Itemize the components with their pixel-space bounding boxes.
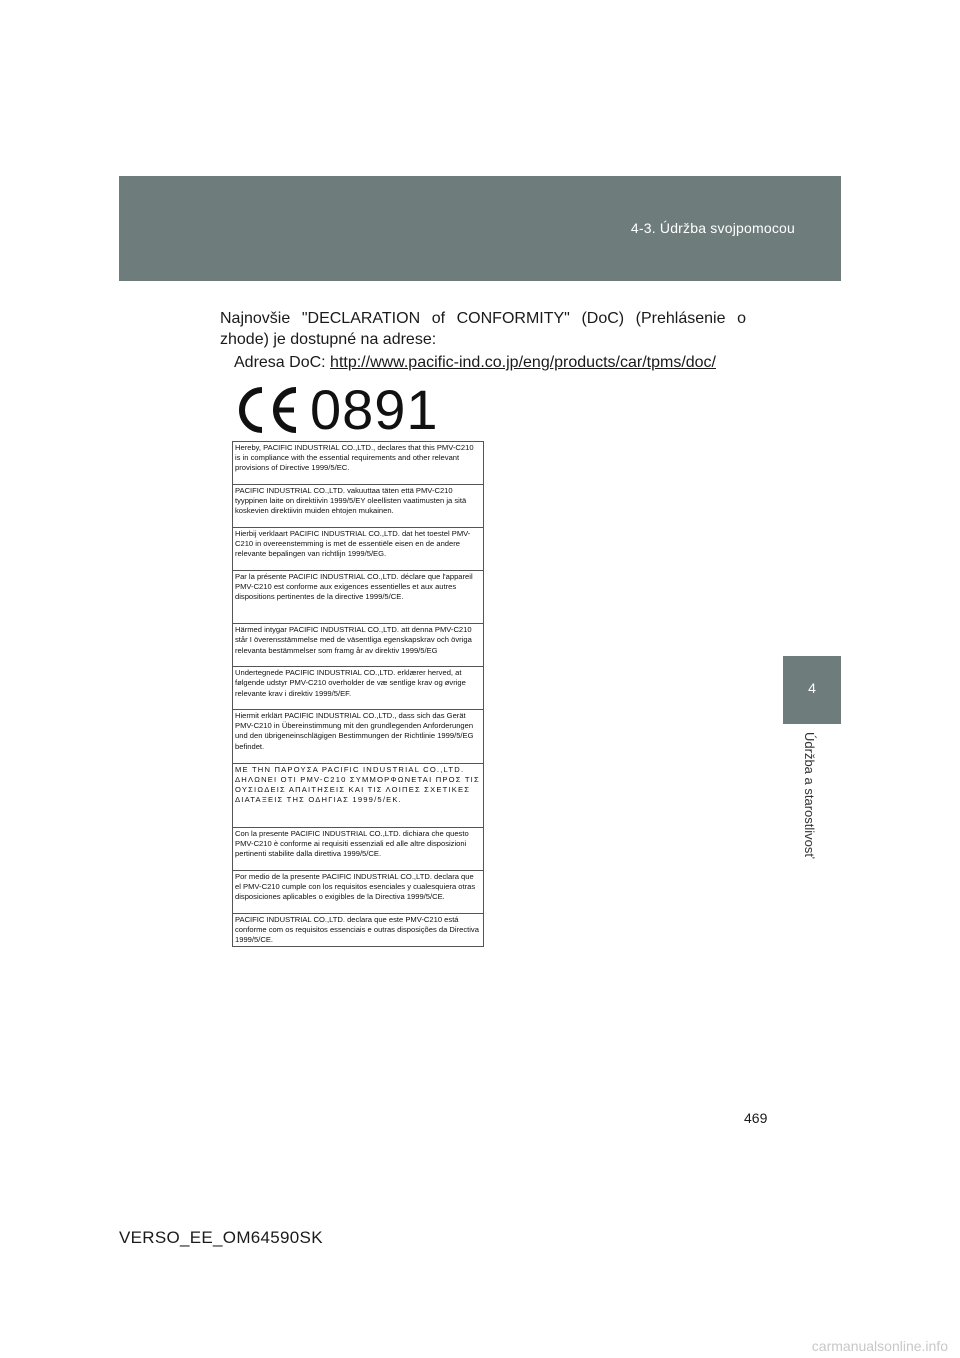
declaration-sv: Härmed intygar PACIFIC INDUSTRIAL CO.,LTD. att denna PMV-C210 står I överensstämmelse med de väsentliga egenskapskrav och övriga relevanta bestämmelser som framg år av direktiv 1999/5/EG	[233, 624, 483, 667]
header-band	[119, 176, 841, 281]
chapter-number: 4	[808, 680, 816, 696]
declaration-en: Hereby, PACIFIC INDUSTRIAL CO.,LTD., declares that this PMV-C210 is in compliance with the essential requirements and other relevant provisions of Directive 1999/5/EC.	[233, 442, 483, 485]
chapter-tab	[783, 656, 841, 724]
declaration-es: Por medio de la presente PACIFIC INDUSTRIAL CO.,LTD. declara que el PMV-C210 cumple con los requisitos esenciales y cualesquiera otras disposiciones aplicables o exigibles de la Directiva 1999/5/CE.	[233, 871, 483, 914]
doc-address	[234, 354, 716, 372]
ce-mark	[234, 378, 439, 441]
notified-body-number: 0891	[310, 378, 439, 441]
intro-paragraph: Najnovšie "DECLARATION of CONFORMITY" (DoC) (Prehlásenie o zhode) je dostupné na adrese:	[220, 310, 746, 348]
watermark: carmanualsonline.info	[811, 1338, 948, 1354]
declaration-el: ΜΕ ΤΗΝ ΠΑΡΟΥΣΑ PACIFIC INDUSTRIAL CO.,LTD. ΔΗΛΩΝΕΙ ΟΤΙ PMV-C210 ΣΥΜΜΟΡΦΩΝΕΤΑΙ ΠΡΟΣ ΤΙΣ ΟΥΣΙΩΔΕΙΣ ΑΠΑΙΤΗΣΕΙΣ ΚΑΙ ΤΙΣ ΛΟΙΠΕΣ ΣΧΕΤΙΚΕΣ ΔΙΑΤΑΞΕΙΣ ΤΗΣ ΟΔΗΓΙΑΣ 1999/5/ΕΚ.	[233, 764, 483, 828]
chapter-label-container	[798, 732, 824, 882]
declaration-fi: PACIFIC INDUSTRIAL CO.,LTD. vakuuttaa täten että PMV-C210 tyyppinen laite on direktiivin 1999/5/EY oleellisten vaatimusten ja sitä koskevien direktiivin muiden ehtojen mukainen.	[233, 485, 483, 528]
section-title: 4-3. Údržba svojpomocou	[630, 220, 795, 236]
declaration-pt: PACIFIC INDUSTRIAL CO.,LTD. declara que este PMV-C210 está conforme com os requisitos essenciais e outras disposições da Directiva 1999/5/CE.	[235, 914, 479, 945]
declarations-table	[232, 441, 484, 947]
page-number: 469	[744, 1110, 768, 1126]
declaration-nl: Hierbij verklaart PACIFIC INDUSTRIAL CO.,LTD. dat het toestel PMV-C210 in overeenstemming is met de essentiële eisen en de andere relevante bepalingen van richtlijn 1999/5/EG.	[233, 528, 483, 571]
declaration-de: Hiermit erklärt PACIFIC INDUSTRIAL CO.,LTD., dass sich das Gerät PMV-C210 in Übereinstimmung mit den grundlegenden Anforderungen und den übrigeneinschlägigen Bestimmungen der Richtlinie 1999/5/EG befindet.	[233, 710, 483, 764]
declaration-fr: Par la présente PACIFIC INDUSTRIAL CO.,LTD. déclare que l'appareil PMV-C210 est conforme aux exigences essentielles et aux autres dispositions pertinentes de la directive 1999/5/CE.	[233, 571, 483, 625]
doc-address-link[interactable]: http://www.pacific-ind.co.jp/eng/products/car/tpms/doc/	[330, 354, 716, 371]
declaration-it: Con la presente PACIFIC INDUSTRIAL CO.,LTD. dichiara che questo PMV-C210 è conforme ai requisiti essenziali ed alle altre disposizioni pertinenti stabilite dalla direttiva 1999/5/CE.	[233, 828, 483, 871]
declaration-da: Undertegnede PACIFIC INDUSTRIAL CO.,LTD. erklærer herved, at følgende udstyr PMV-C210 overholder de væ sentlige krav og øvrige relevante krav i direktiv 1999/5/EF.	[233, 667, 483, 710]
ce-logo-icon	[234, 386, 300, 434]
doc-address-label: Adresa DoC:	[234, 354, 331, 371]
chapter-label: Údržba a starostlivosť	[802, 732, 817, 859]
document-code: VERSO_EE_OM64590SK	[119, 1228, 323, 1247]
